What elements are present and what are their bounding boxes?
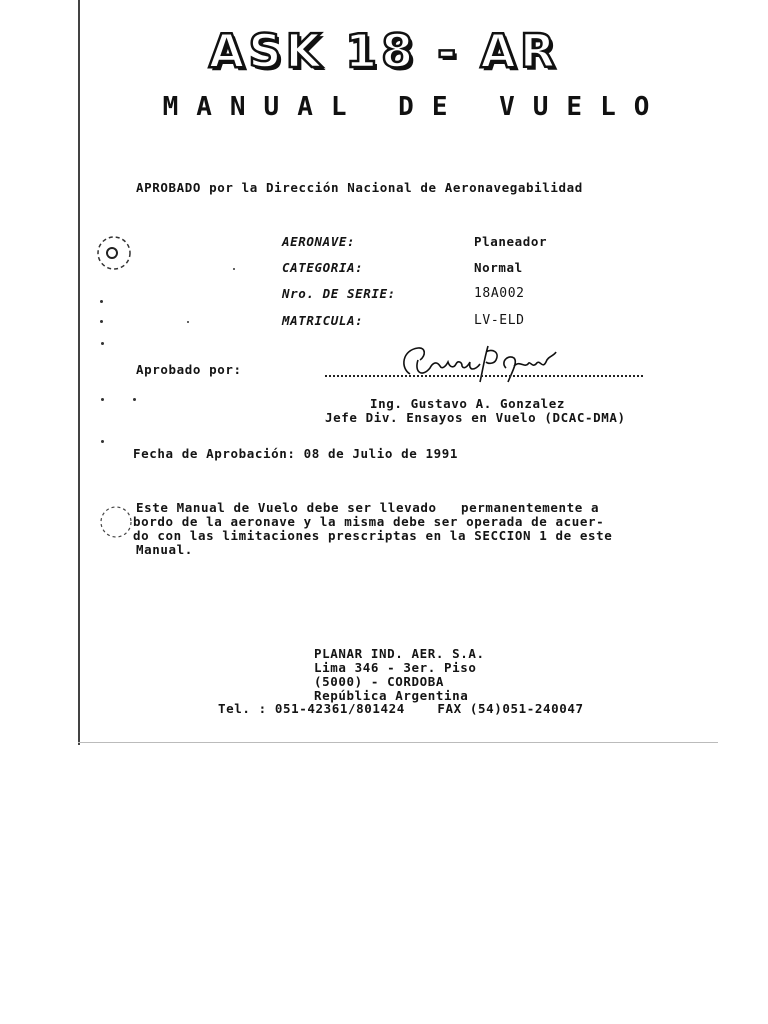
company-contact: Tel. : 051-42361/801424 FAX (54)051-240047 [218,701,584,716]
scan-bottom-edge [78,742,718,743]
field-label-matricula: MATRICULA: [282,313,364,328]
scan-speck [101,398,104,401]
signature-image [396,338,566,388]
company-city: (5000) - CORDOBA [314,674,445,689]
signature-line [325,375,643,377]
field-value-categoria: Normal [474,260,523,275]
company-street: Lima 346 - 3er. Piso [314,660,477,675]
approved-by-label: Aprobado por: [136,362,242,377]
punch-hole-mark [94,227,146,279]
notice-line: bordo de la aeronave y la misma debe ser operada de acuer- [133,514,605,529]
notice-line: Este Manual de Vuelo debe ser llevado permanentemente a [136,500,600,515]
scan-speck [233,268,235,270]
field-label-categoria: CATEGORIA: [282,260,364,275]
signatory-name: Ing. Gustavo A. Gonzalez [370,396,566,411]
field-value-aeronave: Planeador [474,234,548,249]
scan-speck [187,321,189,323]
field-value-matricula: LV-ELD [474,313,525,328]
field-label-aeronave: AERONAVE: [282,234,356,249]
document-title: ASK 18 - AR [208,24,560,78]
field-label-serie: Nro. DE SERIE: [282,286,396,301]
scan-speck [101,440,104,443]
signatory-position: Jefe Div. Ensayos en Vuelo (DCAC-DMA) [325,410,626,425]
field-value-serie: 18A002 [474,286,525,301]
notice-line: Manual. [136,542,193,557]
scan-speck [100,320,103,323]
scan-speck [133,398,136,401]
company-name: PLANAR IND. AER. S.A. [314,646,485,661]
approval-date: Fecha de Aprobación: 08 de Julio de 1991 [133,446,459,461]
approval-authority-line: APROBADO por la Dirección Nacional de Aeronavegabilidad [136,180,583,195]
company-country: República Argentina [314,688,469,703]
scan-speck [101,342,104,345]
document-subtitle: MANUAL DE VUELO [162,92,668,122]
scan-speck [100,300,103,303]
notice-line: do con las limitaciones prescriptas en la SECCION 1 de este [133,528,613,543]
